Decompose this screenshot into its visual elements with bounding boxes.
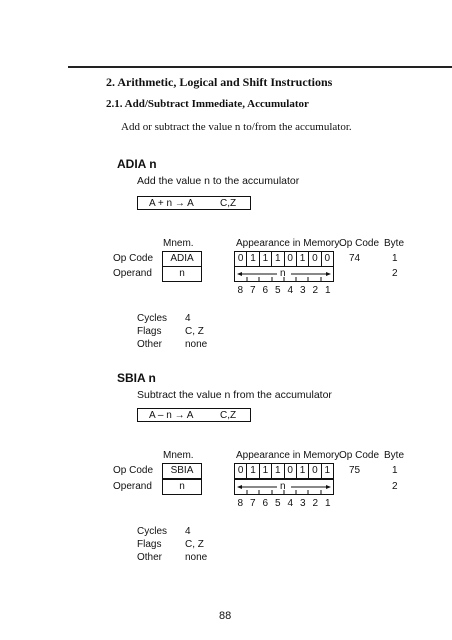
bit-cell: 1 [297, 252, 309, 266]
bit-cell: 0 [324, 253, 331, 264]
operation-box [137, 196, 251, 210]
operand-cell [162, 266, 202, 282]
operation-flags: C,Z [220, 198, 237, 209]
bit-position-labels [234, 285, 334, 296]
mnem-cell [162, 463, 202, 479]
bit-cell: 1 [297, 464, 309, 478]
mnem-value: SBIA [170, 465, 194, 476]
bit-cell: 1 [260, 252, 272, 266]
bit-position: 7 [249, 498, 256, 509]
instruction-name: ADIA n [117, 157, 157, 171]
operand-cell [162, 479, 202, 495]
bit-position: 8 [237, 285, 244, 296]
mnem-value: ADIA [170, 253, 194, 264]
bit-position: 2 [312, 285, 319, 296]
bit-cell: 0 [309, 464, 321, 478]
operand-value: n [179, 481, 185, 492]
operand-field-label: n [280, 268, 286, 279]
bit-position: 3 [299, 498, 306, 509]
row-label-opcode: Op Code [113, 465, 154, 476]
flags-value: C, Z [185, 539, 204, 550]
bit-position: 8 [237, 498, 244, 509]
opcode-value: 75 [349, 465, 361, 476]
byte-operand: 2 [392, 268, 398, 279]
cycles-label: Cycles [137, 313, 168, 324]
flags-label: Flags [137, 326, 162, 337]
bit-position: 7 [249, 285, 256, 296]
byte-opcode: 1 [392, 465, 398, 476]
bit-position: 4 [287, 285, 294, 296]
subsection-title: 2.1. Add/Subtract Immediate, Accumulator [106, 98, 309, 110]
opcode-value: 74 [349, 253, 361, 264]
opcode-bit-field [234, 463, 334, 479]
operand-bit-field [234, 266, 334, 282]
bit-position: 2 [312, 498, 319, 509]
row-label-operand: Operand [113, 268, 152, 279]
header-opcode: Op Code [339, 450, 380, 461]
bit-cell: 1 [272, 464, 284, 478]
bit-position: 1 [324, 498, 331, 509]
instruction-description: Subtract the value n from the accumulator [137, 389, 332, 401]
header-byte: Byte [384, 450, 405, 461]
bit-position: 4 [287, 498, 294, 509]
bit-cell: 0 [235, 464, 247, 478]
bit-cell: 0 [309, 252, 321, 266]
operation-formula: A + n → A [149, 198, 194, 209]
instruction-description: Add the value n to the accumulator [137, 175, 300, 187]
mnem-cell [162, 251, 202, 267]
opcode-bit-field [234, 251, 334, 267]
header-byte: Byte [384, 238, 405, 249]
bit-cell: 0 [285, 252, 297, 266]
operation-formula: A – n → A [149, 410, 194, 421]
other-label: Other [137, 552, 163, 563]
bit-cell: 1 [272, 252, 284, 266]
header-appearance: Appearance in Memory [236, 238, 340, 249]
bit-position: 6 [262, 498, 269, 509]
section-title: 2. Arithmetic, Logical and Shift Instructions [106, 75, 333, 89]
other-value: none [185, 552, 208, 563]
bit-position: 5 [274, 498, 281, 509]
cycles-value: 4 [185, 526, 191, 537]
bit-position: 6 [262, 285, 269, 296]
operation-flags: C,Z [220, 410, 237, 421]
row-label-opcode: Op Code [113, 253, 154, 264]
byte-opcode: 1 [392, 253, 398, 264]
operand-field-label: n [280, 481, 286, 492]
other-value: none [185, 339, 208, 350]
header-appearance: Appearance in Memory [236, 450, 340, 461]
operand-bit-field [234, 479, 334, 495]
cycles-value: 4 [185, 313, 191, 324]
page-number: 88 [219, 610, 232, 622]
bit-cell: 0 [285, 464, 297, 478]
bit-cell: 1 [260, 464, 272, 478]
byte-operand: 2 [392, 481, 398, 492]
bit-cell: 1 [324, 465, 331, 476]
instruction-name: SBIA n [117, 371, 156, 385]
bit-position: 3 [299, 285, 306, 296]
bit-position: 1 [324, 285, 331, 296]
intro-text: Add or subtract the value n to/from the accumulator. [121, 121, 352, 133]
bit-position: 5 [274, 285, 281, 296]
bit-position-labels [234, 498, 334, 509]
operand-value: n [179, 268, 185, 279]
other-label: Other [137, 339, 163, 350]
header-mnem: Mnem. [163, 450, 194, 461]
bit-cell: 1 [247, 464, 259, 478]
row-label-operand: Operand [113, 481, 152, 492]
header-rule [68, 66, 452, 68]
flags-value: C, Z [185, 326, 204, 337]
flags-label: Flags [137, 539, 162, 550]
header-opcode: Op Code [339, 238, 380, 249]
header-mnem: Mnem. [163, 238, 194, 249]
operation-box [137, 408, 251, 422]
cycles-label: Cycles [137, 526, 168, 537]
bit-cell: 0 [235, 252, 247, 266]
bit-cell: 1 [247, 252, 259, 266]
